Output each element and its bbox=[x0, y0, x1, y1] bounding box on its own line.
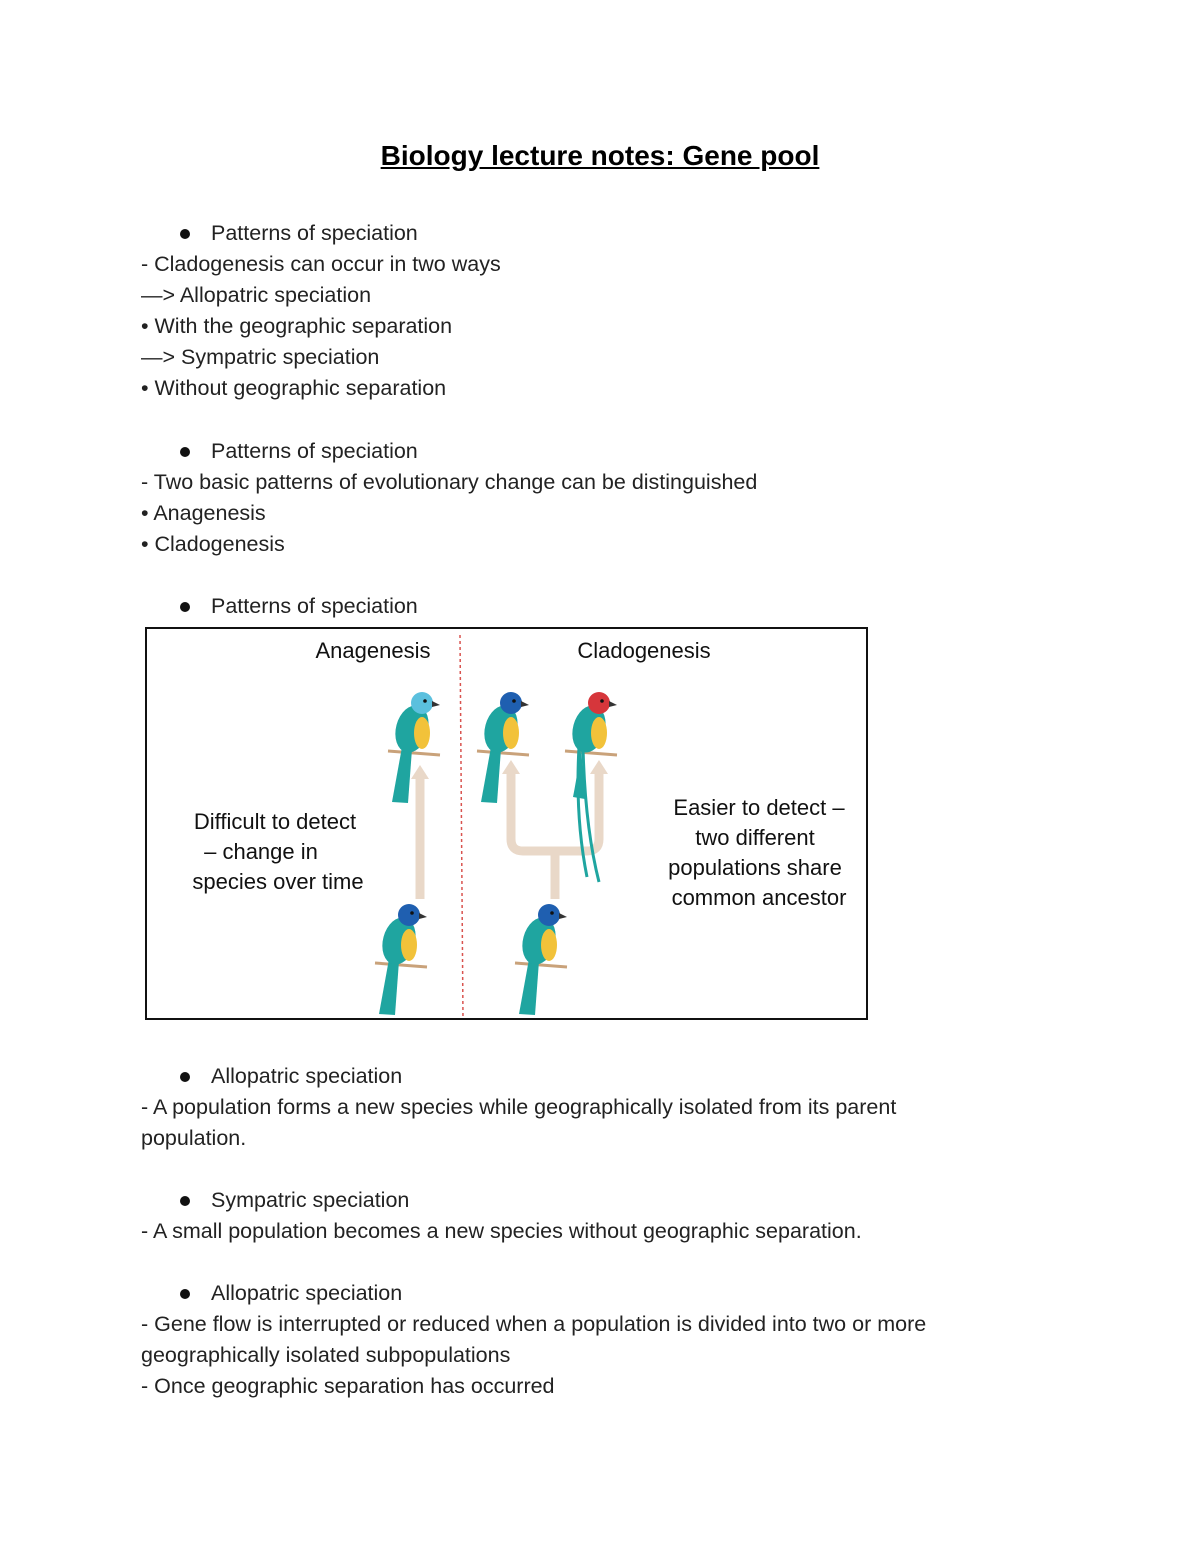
right-caption bbox=[668, 795, 846, 910]
note-line: • Cladogenesis bbox=[141, 532, 285, 556]
left-caption bbox=[192, 809, 363, 894]
note-line: • Without geographic separation bbox=[141, 376, 447, 400]
bird-icon bbox=[388, 692, 440, 803]
bullet-dot-icon bbox=[180, 447, 190, 457]
svg-text:species over time: species over time bbox=[192, 869, 364, 894]
arrowhead-icon bbox=[590, 760, 608, 774]
note-line: - A population forms a new species while geographically isolated from its parent bbox=[141, 1095, 897, 1119]
note-line: - A small population becomes a new species without geographic separation. bbox=[141, 1219, 862, 1243]
bird-icon bbox=[375, 904, 427, 1015]
note-line: —> Allopatric speciation bbox=[141, 283, 372, 307]
svg-text:two different: two different bbox=[695, 825, 815, 850]
cladogenesis-title: Cladogenesis bbox=[577, 638, 711, 663]
svg-text:populations share: populations share bbox=[668, 855, 842, 880]
bullet-dot-icon bbox=[180, 229, 190, 239]
bullet-dot-icon bbox=[180, 1196, 190, 1206]
note-line: —> Sympatric speciation bbox=[141, 345, 380, 369]
note-line: geographically isolated subpopulations bbox=[141, 1343, 511, 1367]
bird-icon bbox=[477, 692, 529, 803]
note-line: - Gene flow is interrupted or reduced when a population is divided into two or more bbox=[141, 1312, 927, 1336]
svg-text:common ancestor: common ancestor bbox=[671, 885, 847, 910]
note-line: - Two basic patterns of evolutionary change can be distinguished bbox=[141, 470, 758, 494]
speciation-diagram bbox=[147, 629, 870, 1022]
anagenesis-title: Anagenesis bbox=[315, 638, 431, 663]
arrowhead-icon bbox=[502, 760, 520, 774]
note-line: • With the geographic separation bbox=[141, 314, 453, 338]
bird-icon bbox=[515, 904, 567, 1015]
bullet-dot-icon bbox=[180, 602, 190, 612]
bullet-dot-icon bbox=[180, 1072, 190, 1082]
note-line: • Anagenesis bbox=[141, 501, 266, 525]
note-line: - Once geographic separation has occurred bbox=[141, 1374, 555, 1398]
bullet-dot-icon bbox=[180, 1289, 190, 1299]
speciation-figure bbox=[145, 627, 868, 1020]
page-title: Biology lecture notes: Gene pool bbox=[380, 140, 820, 171]
svg-text:– change in: – change in bbox=[204, 839, 318, 864]
divider-line bbox=[460, 635, 463, 1019]
arrowhead-icon bbox=[411, 765, 429, 779]
note-line: - Cladogenesis can occur in two ways bbox=[141, 252, 501, 276]
arrows bbox=[420, 774, 599, 899]
note-line: population. bbox=[141, 1126, 247, 1150]
svg-text:Easier to detect –: Easier to detect – bbox=[673, 795, 845, 820]
svg-text:Difficult to detect: Difficult to detect bbox=[193, 809, 357, 834]
